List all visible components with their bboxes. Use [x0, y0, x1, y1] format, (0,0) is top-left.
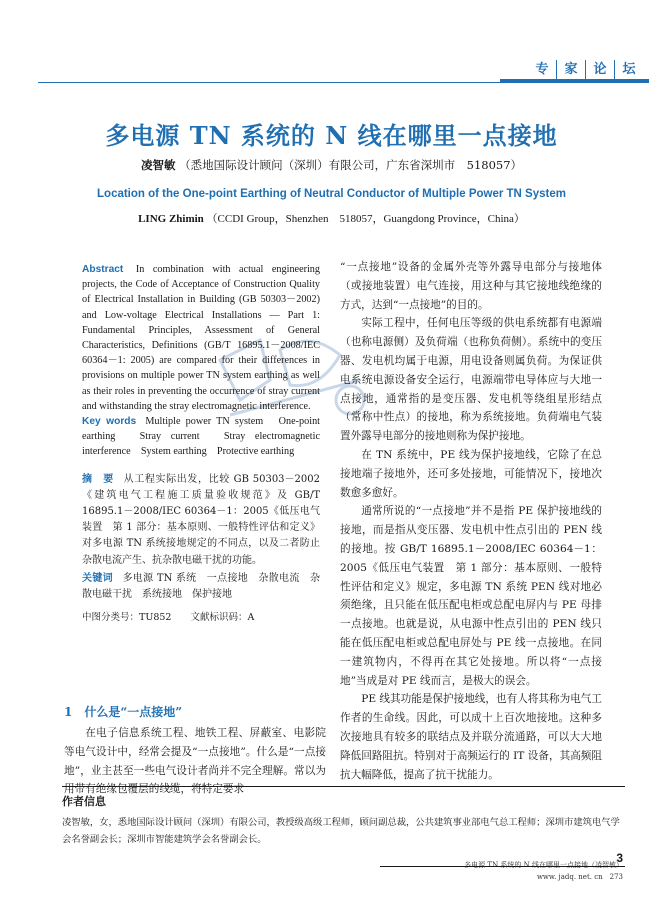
right-column	[340, 258, 602, 784]
author-en	[0, 210, 663, 226]
body-right-paragraph: “一点接地”设备的金属外壳等外露导电部分与接地体（或接地装置）电气连接，用这种与其它接地线绝缘的方式，达到“一点接地”的目的。	[340, 261, 602, 311]
header-rule-thick	[500, 79, 649, 82]
author-cn-affiliation: （悉地国际设计顾问（深圳）有限公司，广东省深圳市 518057）	[179, 158, 523, 172]
abstract-cn	[82, 472, 320, 569]
keywords-cn	[82, 571, 320, 603]
author-en-affiliation: （CCDI Group，Shenzhen 518057，Guangdong Province，China）	[206, 213, 525, 225]
abstract-en	[82, 262, 320, 414]
keywords-en-text: Multiple power TN system One-point earthing Stray current Stray electromagnetic interference System earthing Protective earthing	[82, 416, 320, 458]
header-rule	[38, 82, 649, 83]
keywords-cn-text: 多电源 TN 系统 一点接地 杂散电流 杂散电磁干扰 系统接地 保护接地	[82, 572, 320, 601]
article-title-en: Location of the One-point Earthing of Neutral Conductor of Multiple Power TN System	[97, 188, 566, 200]
footer-running-title: 多电源 TN 系统的 N 线在哪里一点接地（凌智敏）	[464, 861, 623, 869]
left-column	[82, 262, 320, 623]
abstract-cn-text: 从工程实际出发，比较 GB 50303－2002《建筑电气工程施工质量验收规范》及 GB/T 16895.1－2008/IEC 60364－1：2005《低压电气装置 第 1 部分：基本原则、一般特性评估和定义》对多电源 TN 系统接地规定的不同点，以及二者防止杂散电流产生、抗杂散电磁干扰的功能。	[82, 473, 320, 566]
page-number: 3	[616, 851, 623, 865]
section-tag	[528, 60, 643, 80]
section-tag-char: 论	[585, 60, 614, 80]
section-tag-char: 家	[556, 60, 585, 80]
author-info-title: 作者信息	[62, 795, 106, 808]
footer-rule	[380, 866, 625, 867]
section-tag-char: 专	[535, 62, 549, 77]
abstract-cn-label: 摘 要	[82, 473, 114, 485]
classification-number: 中图分类号：TU852 文献标识码：A	[82, 612, 255, 624]
keywords-cn-label: 关键词	[82, 572, 113, 584]
abstract-en-text: In combination with actual engineering projects, the Code of Acceptance of Construction Quality of Electrical Installation in Building (GB 50303－2002) and Low-voltage Electrical Installations — Part 1: Fundamental Principles, Assessment of General Characteristics, Definitions (GB/T 16895.1－2008/IEC 60364－1: 2005) are compared for their differences in provisions on multiple power TN system earthing as well as their roles in preventing the occurrence of stray current and withstanding the stray electromagnetic interference.	[82, 264, 320, 412]
footer-website: www. jadq. net. cn 273	[536, 873, 623, 881]
body-right-paragraph: 实际工程中，任何电压等级的供电系统都有电源端（也称电源侧）及负荷端（也称负荷侧）。系统中的变压器、发电机均属于电源，用电设备则属负荷。为保证供电系统电源设备安全运行，电源端带电导体应与大地一点接地，通常指的是变压器、发电机等绕组星形结点（常称中性点）的接地，称为系统接地。负荷端电气装置外露导电部分的接地则称为保护接地。	[340, 317, 602, 443]
author-cn-name: 凌智敏	[140, 158, 176, 172]
section-heading-1: 1 什么是“一点接地”	[64, 705, 183, 719]
body-right-paragraph: 在 TN 系统中，PE 线为保护接地线，它除了在总接地端子接地外，还可多处接地，可能情况下，接地次数愈多愈好。	[340, 448, 602, 499]
abstract-en-label: Abstract	[82, 264, 124, 275]
author-info-text: 凌智敏，女，悉地国际设计顾问（深圳）有限公司，教授级高级工程师，顾问副总裁，公共建筑事业部电气总工程师；深圳市建筑电气学会名誉副会长；深圳市智能建筑学会名誉副会长。	[62, 817, 620, 845]
author-cn	[0, 157, 663, 173]
article-title: 多电源 TN 系统的 N 线在哪里一点接地	[105, 121, 558, 150]
keywords-en-label: Key words	[82, 416, 137, 428]
keywords-en	[82, 414, 320, 460]
body-left-paragraph: 在电子信息系统工程、地铁工程、屏蔽室、电影院等电气设计中，经常会提及“一点接地”。什么是“一点接地”，业主甚至一些电气设计者尚并不完全理解。常以为用带有绝缘包覆层的线缆，将特定要求	[64, 727, 326, 796]
author-en-name: LING Zhimin	[138, 213, 204, 225]
body-right-paragraph: PE 线其功能是保护接地线，也有人将其称为电气工作者的生命线。因此，可以成十上百次地接地。这种多次接地具有较多的联结点及并联分流通路，可以大大地降低回路阻抗。特别对于高频运行的 IT 设备，其高频阻抗大幅降低，提高了抗干扰能力。	[340, 693, 602, 781]
body-right-paragraph: 通常所说的“一点接地”并不是指 PE 保护接地线的接地，而是指从变压器、发电机中性点引出的 PEN 线的接地。按 GB/T 16895.1－2008/IEC 60364－1：2005《低压电气装置 第 1 部分：基本原则、一般特性评估和定义》规定，多电源 TN 系统 PEN 线对地必须绝缘，且只能在低压配电柜或总配电屏内与 PE 母排一点接地。也就是说，从电源中性点引出的 PEN 线只能在低压配电柜或总配电屏处与 PE 线一点接地。在同一建筑物内，不得再在其它处接地。所以将“一点接地”当成是对 PE 线而言，是极大的误会。	[340, 505, 602, 687]
section-tag-char: 坛	[614, 60, 643, 80]
author-info-box	[62, 786, 625, 848]
